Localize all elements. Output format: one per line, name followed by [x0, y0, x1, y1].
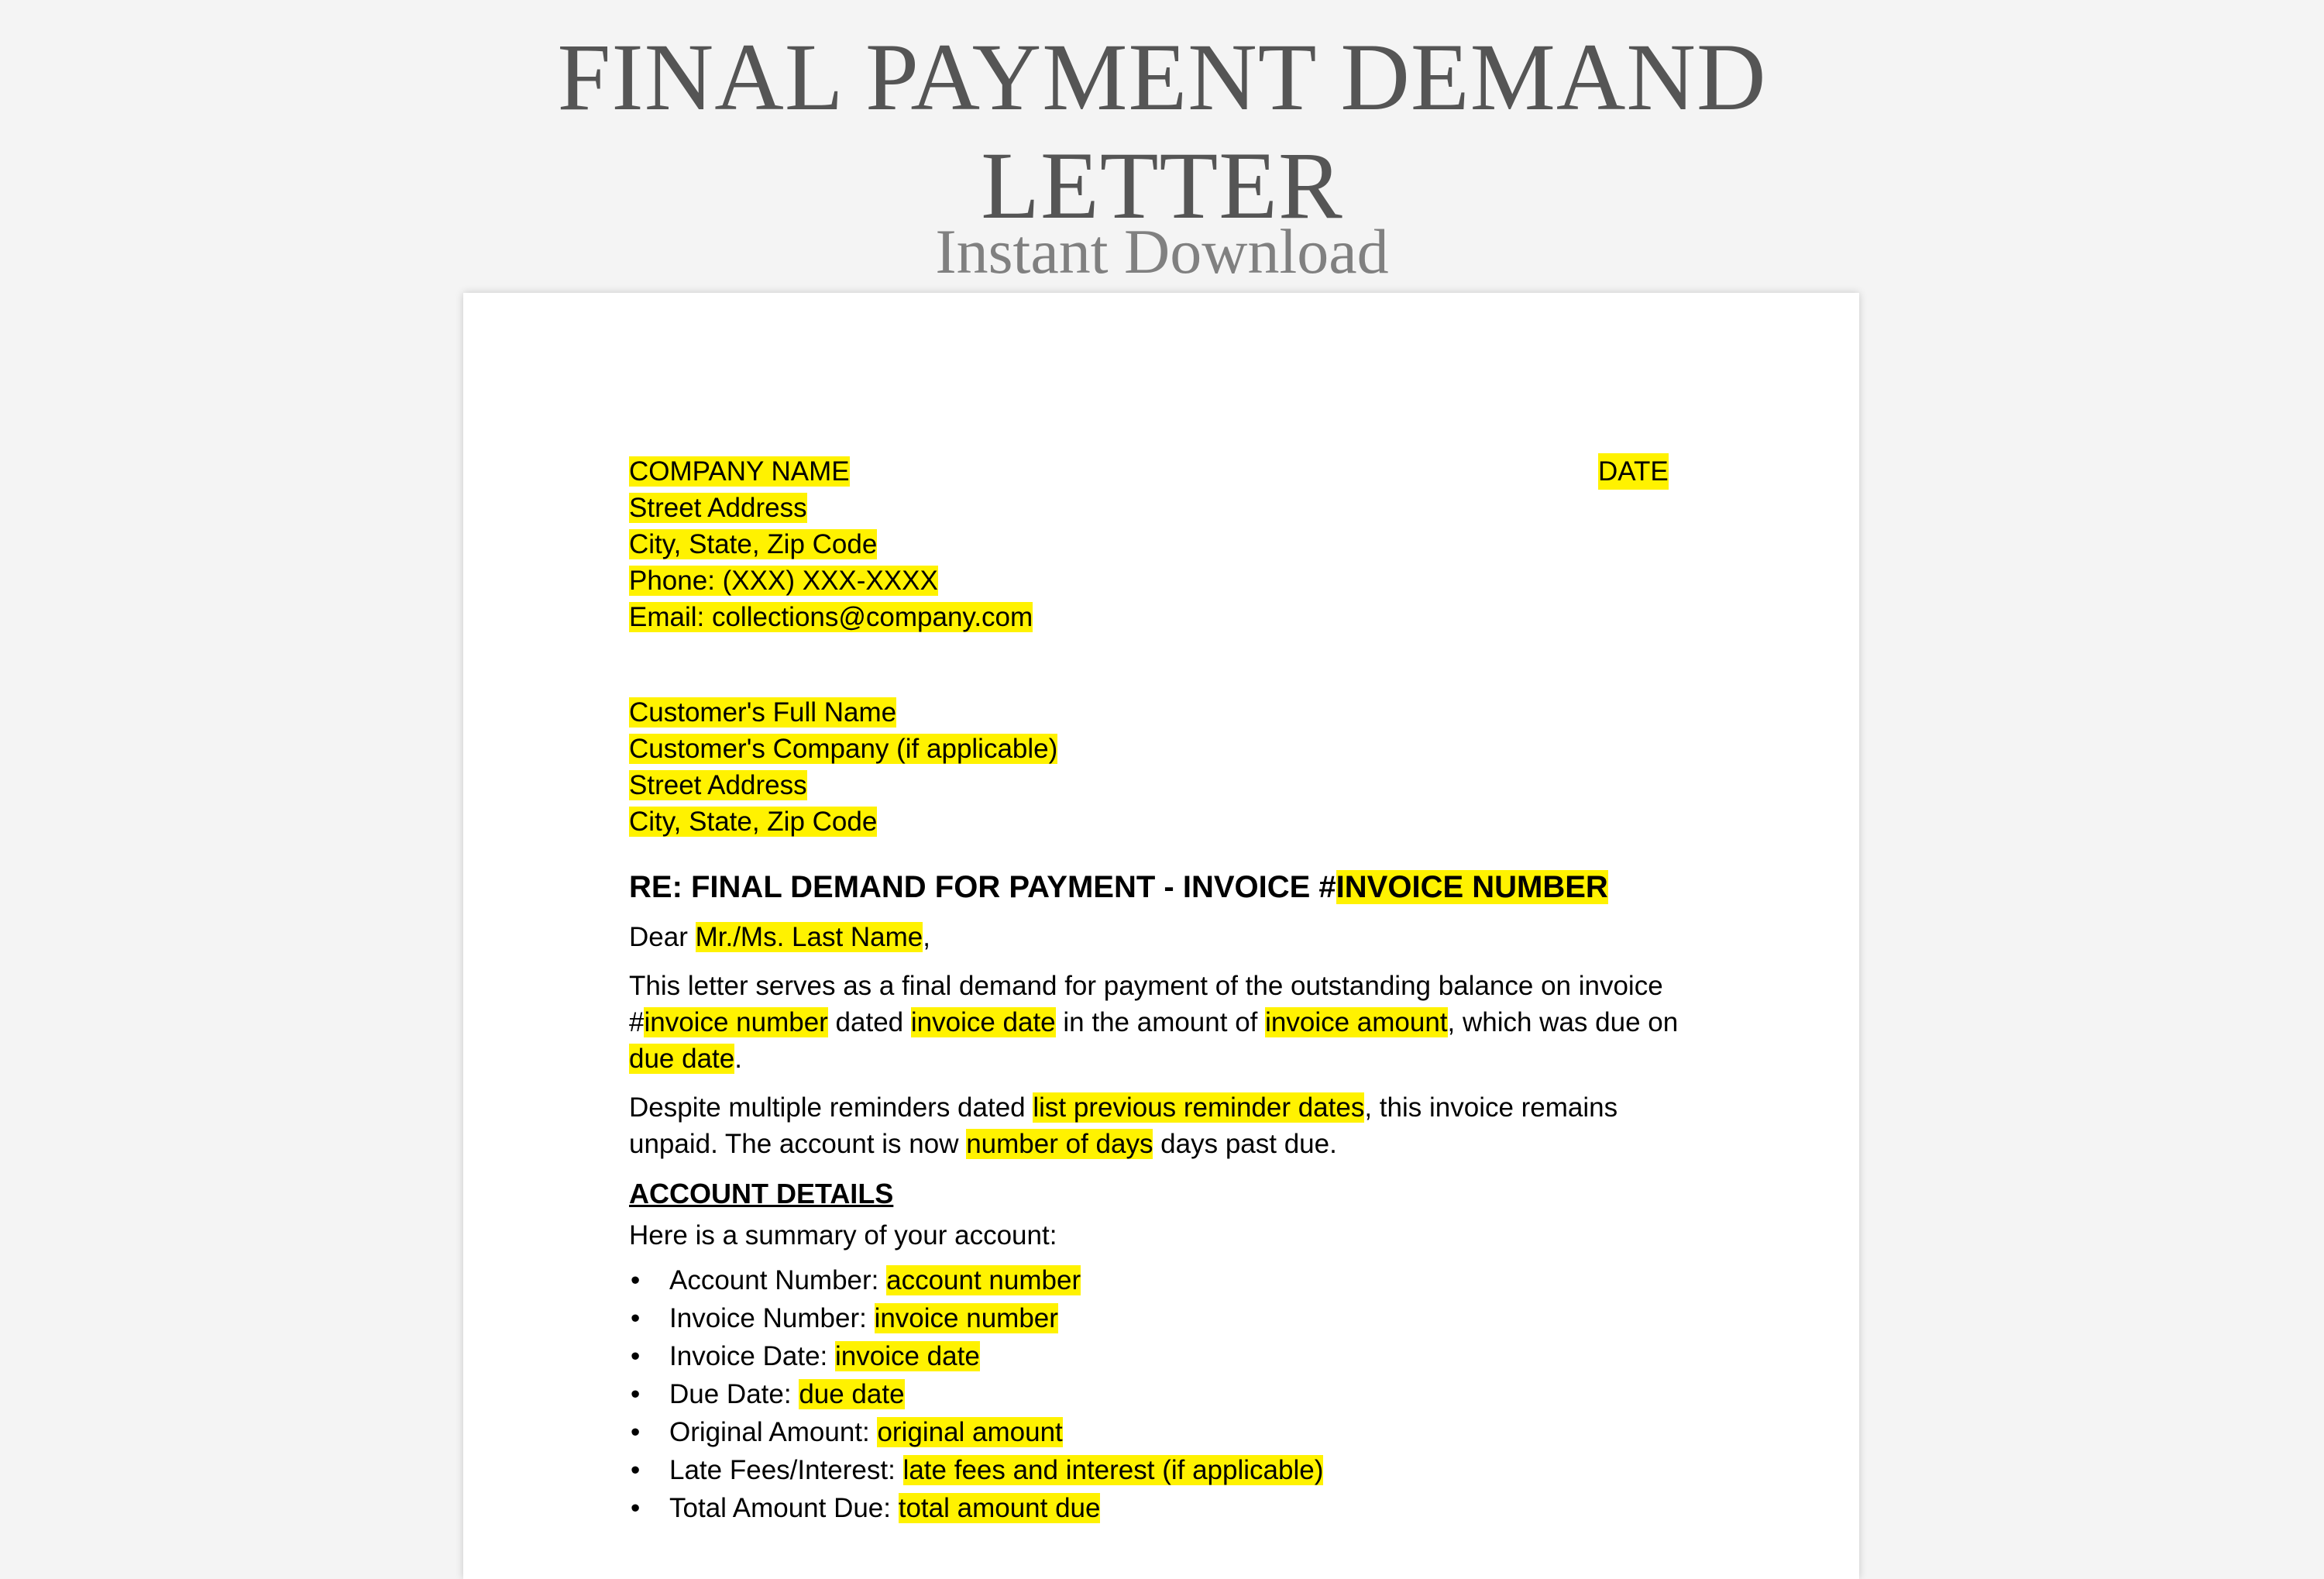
detail-value: account number — [886, 1265, 1081, 1295]
account-details-heading: ACCOUNT DETAILS — [629, 1178, 894, 1209]
detail-value: late fees and interest (if applicable) — [902, 1455, 1324, 1485]
paragraph1-hash: # — [629, 1007, 645, 1037]
invoice-amount-placeholder: invoice amount — [1265, 1007, 1448, 1037]
detail-value: invoice number — [874, 1303, 1058, 1333]
list-item — [629, 1261, 1706, 1299]
bullet-icon: • — [631, 1303, 641, 1333]
subject-line — [629, 868, 1706, 906]
paragraph2-text4: days past due. — [1153, 1129, 1337, 1159]
salutation-name: Mr./Ms. Last Name — [695, 922, 923, 952]
reminder-dates-placeholder: list previous reminder dates — [1033, 1092, 1365, 1123]
sender-city-state-zip: City, State, Zip Code — [629, 529, 878, 559]
detail-label: Due Date: — [669, 1379, 799, 1409]
paragraph-reminders — [629, 1089, 1706, 1162]
paragraph1-dated: dated — [827, 1007, 911, 1037]
sender-address-block — [629, 453, 1706, 635]
subject-prefix: RE: FINAL DEMAND FOR PAYMENT - INVOICE # — [629, 870, 1336, 904]
sender-phone: Phone: (XXX) XXX-XXXX — [629, 566, 938, 596]
salutation-suffix: , — [923, 922, 930, 952]
days-past-due-placeholder: number of days — [966, 1129, 1153, 1159]
list-item — [629, 1299, 1706, 1337]
detail-value: total amount due — [898, 1493, 1101, 1523]
detail-label: Total Amount Due: — [669, 1493, 899, 1523]
detail-label: Account Number: — [669, 1265, 887, 1295]
paragraph2-text1: Despite multiple reminders dated — [629, 1092, 1033, 1123]
paragraph1-amount-text: in the amount of — [1055, 1007, 1266, 1037]
recipient-street-address: Street Address — [629, 770, 807, 800]
recipient-address-block — [629, 694, 1706, 840]
recipient-company: Customer's Company (if applicable) — [629, 734, 1058, 764]
bullet-icon: • — [631, 1455, 641, 1485]
sender-email: Email: collections@company.com — [629, 602, 1033, 632]
detail-label: Invoice Date: — [669, 1341, 835, 1371]
sender-company-name: COMPANY NAME — [629, 456, 850, 487]
account-details-intro: Here is a summary of your account: — [629, 1220, 1057, 1250]
banner-title-line2: LETTER — [981, 132, 1343, 239]
list-item — [629, 1489, 1706, 1527]
bullet-icon: • — [631, 1493, 641, 1523]
detail-value: due date — [799, 1379, 905, 1409]
invoice-number-placeholder: invoice number — [644, 1007, 828, 1037]
detail-label: Late Fees/Interest: — [669, 1455, 903, 1485]
list-item — [629, 1413, 1706, 1451]
bullet-icon: • — [631, 1341, 641, 1371]
subject-invoice-number: INVOICE NUMBER — [1336, 870, 1608, 904]
list-item — [629, 1337, 1706, 1375]
recipient-city-state-zip: City, State, Zip Code — [629, 807, 878, 837]
paragraph2-text2: , this invoice remains — [1364, 1092, 1618, 1123]
bullet-icon: • — [631, 1379, 641, 1409]
paragraph1-period: . — [734, 1044, 742, 1074]
invoice-date-placeholder: invoice date — [910, 1007, 1056, 1037]
list-item — [629, 1375, 1706, 1413]
list-item — [629, 1451, 1706, 1489]
account-details-list — [629, 1261, 1706, 1527]
paragraph-final-demand — [629, 968, 1706, 1077]
bullet-icon: • — [631, 1417, 641, 1447]
paragraph1-line1: This letter serves as a final demand for payment of the outstanding balance on invoice — [629, 971, 1663, 1001]
banner-title-line1: FINAL PAYMENT DEMAND — [557, 24, 1767, 130]
detail-label: Original Amount: — [669, 1417, 878, 1447]
detail-value: invoice date — [835, 1341, 980, 1371]
salutation-prefix: Dear — [629, 922, 696, 952]
detail-value: original amount — [877, 1417, 1063, 1447]
banner-subtitle: Instant Download — [935, 216, 1389, 287]
sender-street-address: Street Address — [629, 493, 807, 523]
letter-date: DATE — [1598, 453, 1669, 490]
detail-label: Invoice Number: — [669, 1303, 875, 1333]
salutation — [629, 919, 1706, 955]
paragraph2-text3: unpaid. The account is now — [629, 1129, 967, 1159]
recipient-name: Customer's Full Name — [629, 697, 897, 728]
letter-body — [629, 453, 1706, 1527]
bullet-icon: • — [631, 1265, 641, 1295]
paragraph1-due-text: , which was due on — [1447, 1007, 1679, 1037]
due-date-placeholder: due date — [629, 1044, 735, 1074]
